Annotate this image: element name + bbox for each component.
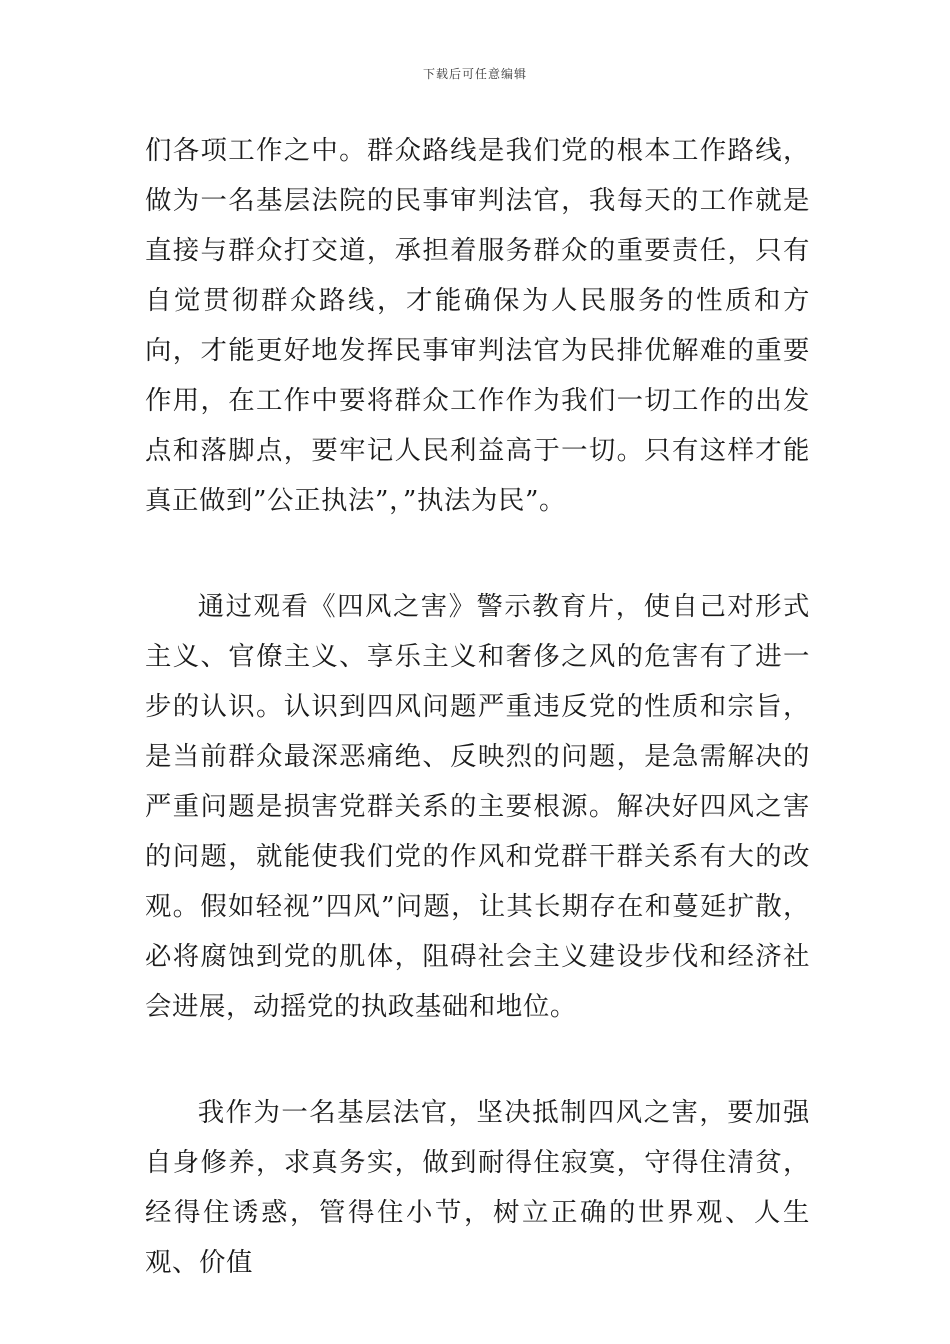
paragraph-1: 们各项工作之中。群众路线是我们党的根本工作路线，做为一名基层法院的民事审判法官，我每天的工作就是直接与群众打交道，承担着服务群众的重要责任，只有自觉贯彻群众路线，才能确保为人民服务的性质和方向，才能更好地发挥民事审判法官为民排优解难的重要作用，在工作中要将群众工作作为我们一切工作的出发点和落脚点，要牢记人民利益高于一切。只有这样才能真正做到”公正执法”，”执法为民”。 xyxy=(145,135,810,516)
paragraph-3: 我作为一名基层法官，坚决抵制四风之害，要加强自身修养，求真务实，做到耐得住寂寞，守得住清贫，经得住诱惑，管得住小节，树立正确的世界观、人生观、价值 xyxy=(145,1097,810,1278)
document-body xyxy=(145,126,810,1288)
paragraph-2: 通过观看《四风之害》警示教育片，使自己对形式主义、官僚主义、享乐主义和奢侈之风的危害有了进一步的认识。认识到四风问题严重违反党的性质和宗旨，是当前群众最深恶痛绝、反映烈的问题，是急需解决的严重问题是损害党群关系的主要根源。解决好四风之害的问题，就能使我们党的作风和党群干群关系有大的改观。假如轻视”四风”问题，让其长期存在和蔓延扩散，必将腐蚀到党的肌体，阻碍社会主义建设步伐和经济社会进展，动摇党的执政基础和地位。 xyxy=(145,591,810,1022)
page-header: 下载后可任意编辑 xyxy=(422,67,527,81)
